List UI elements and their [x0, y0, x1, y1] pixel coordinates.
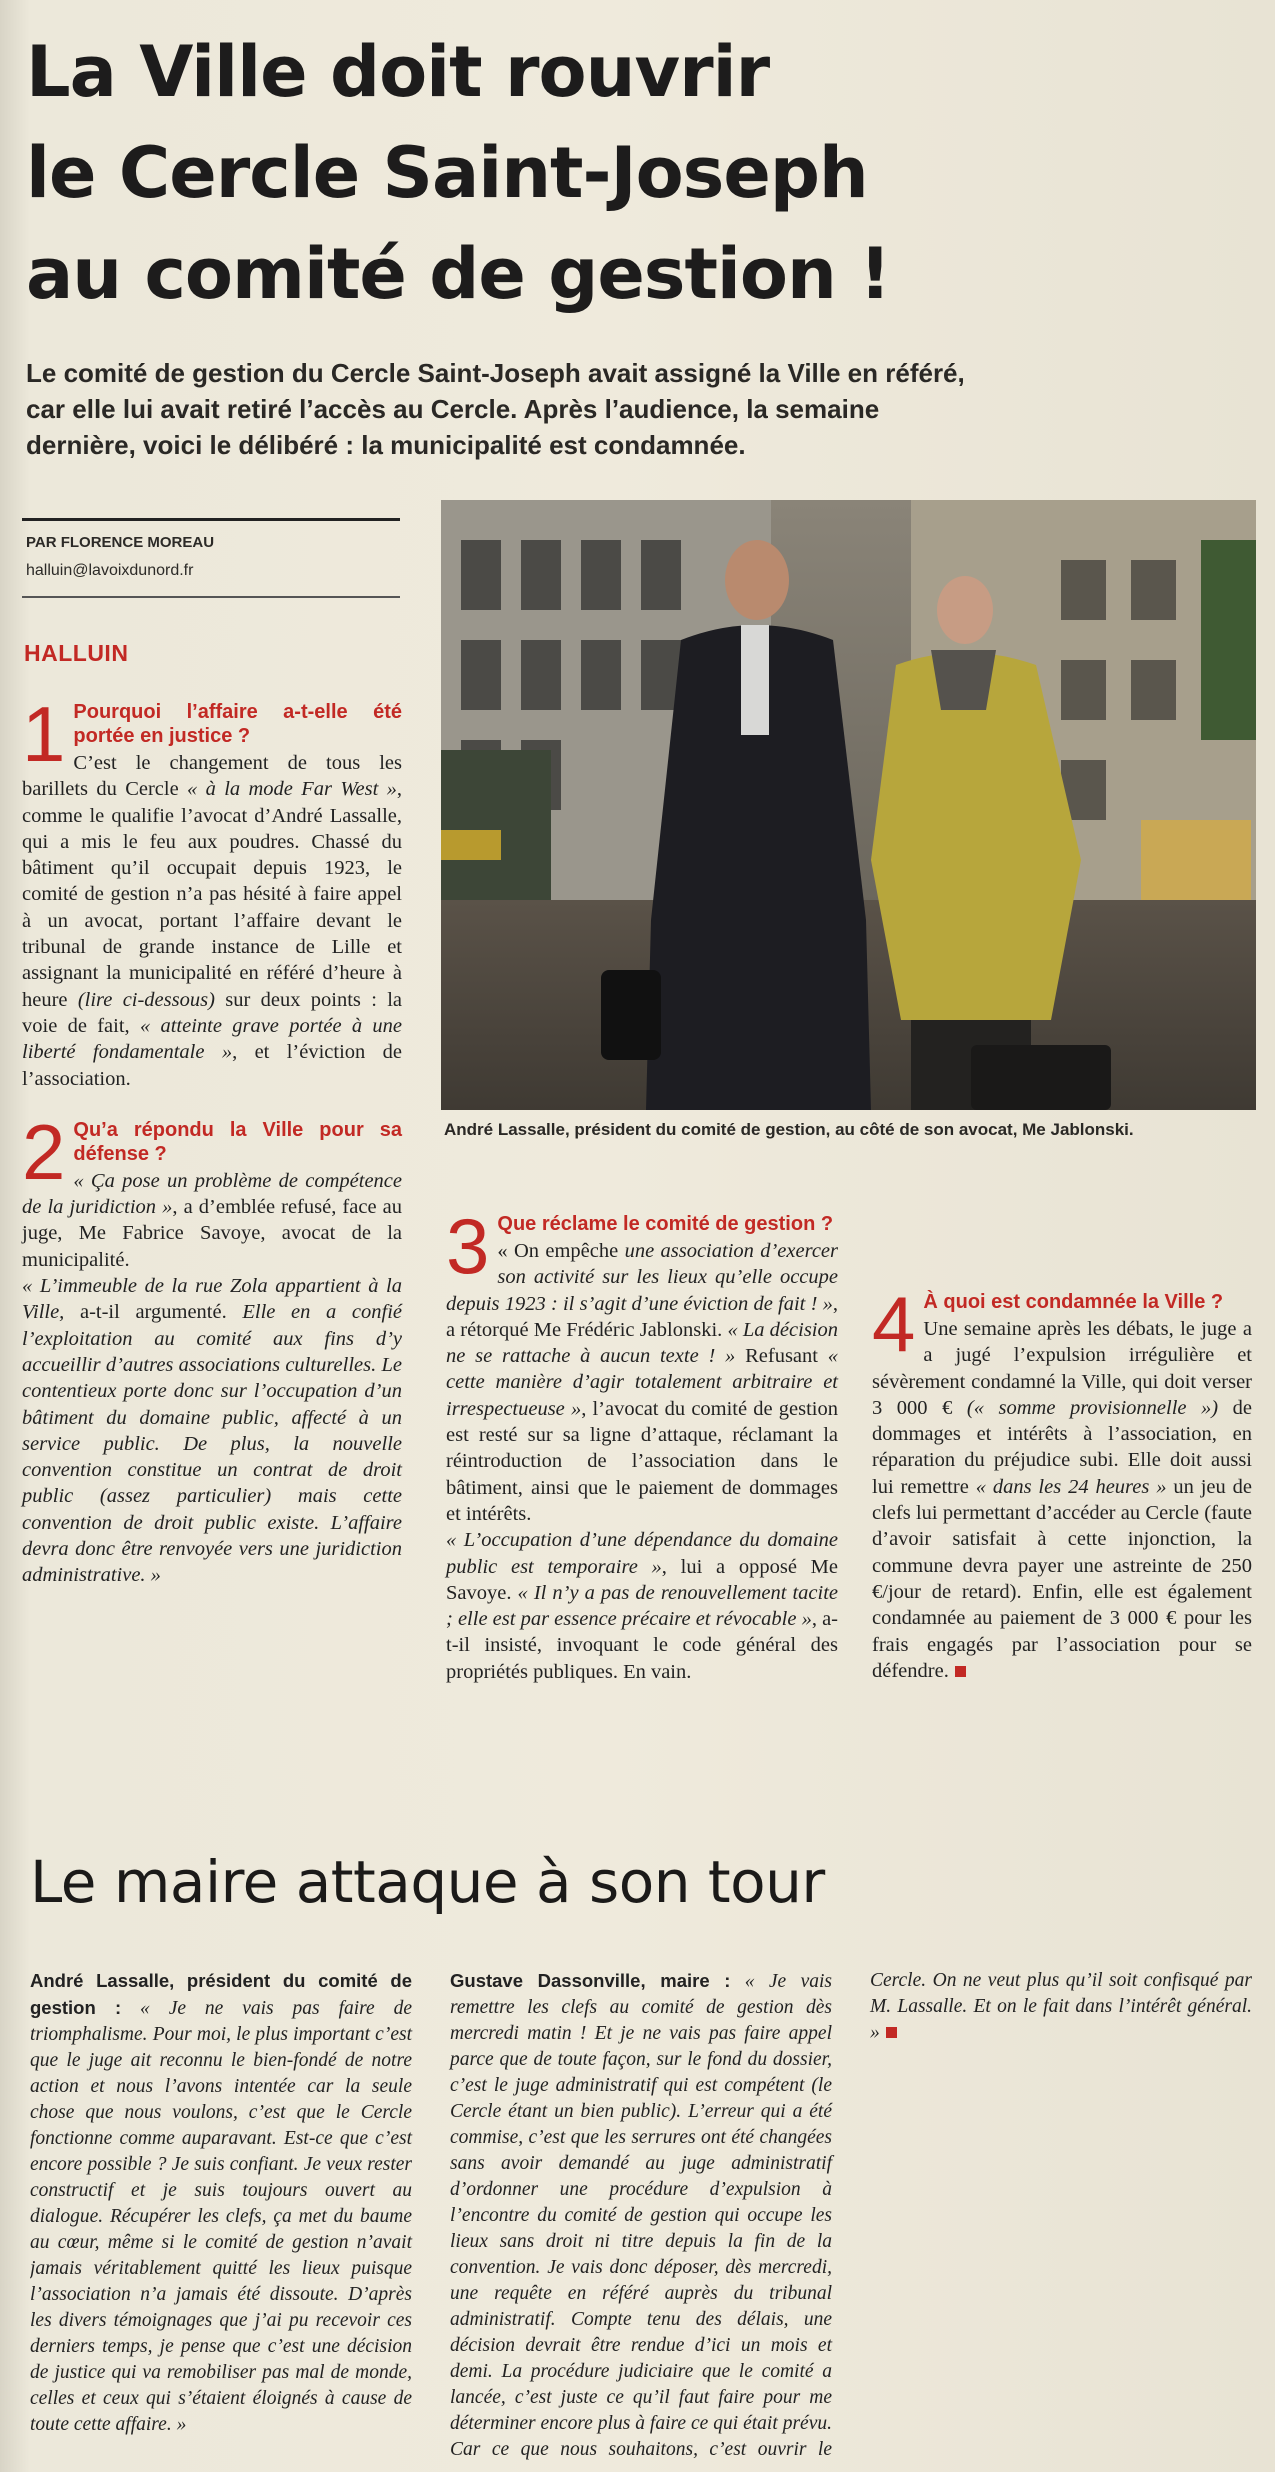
question-2-number: 2 — [22, 1107, 66, 1196]
question-4-block — [872, 1280, 1252, 1684]
question-2-block — [22, 1107, 402, 1273]
q1-text-1: C’est le changement de tous les barillets du Cercle — [22, 752, 402, 801]
question-3-title: Que réclame le comité de gestion ? — [497, 1213, 834, 1235]
q2-quote-3: Elle en a confié l’exploitation au comité aux fins d’y accueillir d’autres associations culturelles. Le contentieux porte donc sur l’occupation d’un bâtiment du domaine public, affecté à un service public. De plus, la nouvelle convention constitue un contrat de droit public (assez particulier) mais cette convention de droit public existe. L’affaire devra donc être renvoyée vers une juridiction administrative. » — [22, 1301, 403, 1587]
question-4-number: 4 — [872, 1280, 916, 1368]
column-2 — [446, 1202, 839, 1685]
q3-quote-1: une association d’exercer son activité sur les lieux qu’elle occupe depuis 1923 : il s’agit d’une éviction de fait ! » — [446, 1240, 838, 1315]
question-1-number: 1 — [22, 690, 66, 778]
photo-illustration — [441, 500, 1256, 1110]
q1-quote-2: (lire ci-dessous) — [77, 988, 215, 1011]
q1-quote-3: « atteinte grave portée à une liberté fondamentale » — [22, 1014, 402, 1064]
q3-text-5: , lui a opposé Me Savoye. — [446, 1555, 838, 1604]
question-4-title: À quoi est condamnée la Ville ? — [923, 1291, 1224, 1313]
column-3 — [872, 1280, 1252, 1684]
sub-article-end-mark — [886, 2027, 897, 2038]
q3-text-4: , l’avocat du comité de gestion est resté sur sa ligne d’attaque, réclamant la réintroduction de l’association dans le bâtiment, ainsi que le paiement de dommages et intérêts. — [446, 1397, 838, 1525]
byline-rule-top — [22, 518, 400, 521]
q3-text-6: , a-t-il insisté, invoquant le code général des propriétés publiques. En vain. — [446, 1608, 839, 1683]
speaker-1-name: André Lassalle, président du comité de gestion : — [30, 1970, 412, 2018]
q2-text-1: , a d’emblée refusé, face au juge, Me Fabrice Savoye, avocat de la municipalité. — [22, 1196, 402, 1271]
q4-text-1: Une semaine après les débats, le juge a a jugé l’expulsion irrégulière et sévèrement condamné la Ville, qui doit verser 3 000 € — [872, 1318, 1252, 1419]
column-1 — [22, 690, 403, 1589]
sub-column-1 — [30, 1968, 1252, 2468]
q3-text-1: « On empêche — [497, 1240, 625, 1262]
headline-line-3: au comité de gestion ! — [26, 233, 891, 315]
speaker-2-quote: « Je vais remettre les clefs au comité de gestion dès mercredi matin ! Et je ne vais pas faire appel parce que de toute façon, sur le fond du dossier, c’est le juge administratif qui est compétent (le Cercle étant un bien public). L’erreur qui a été commise, c’est que les serrures ont été changées sans avoir demandé au juge administratif d’ordonner une procédure d’expulsion à l’encontre du comité de gestion qui occupe les lieux sans droit ni titre depuis la fin de la convention. Je vais donc déposer, dès mercredi, une requête en référé auprès du tribunal administratif. Compte tenu des délais, une décision devrait être rendue d’ici un mois et demi. La procédure judiciaire que le comité a lancée, c’est juste ce qu’il faut faire pour me déterminer encore plus à faire ce qui était prévu. Car ce que nous souhaitons, c’est ouvrir le Cercle. On ne veut plus qu’il soit confisqué par M. Lassalle. Et on le fait dans l’intérêt général. » — [450, 1970, 1252, 2460]
lead-line-3: dernière, voici le délibéré : la municipalité est condamnée. — [26, 430, 746, 460]
q2-quote-2: « L’immeuble de la rue Zola appartient à la Ville, — [22, 1275, 402, 1324]
question-2-title: Qu’a répondu la Ville pour sa défense ? — [73, 1118, 402, 1165]
article-photo — [441, 500, 1256, 1110]
question-3-number: 3 — [446, 1202, 490, 1290]
headline-line-2: le Cercle Saint-Joseph — [26, 132, 868, 214]
question-3-block — [446, 1202, 838, 1527]
speaker-1-quote: « Je ne vais pas faire de triomphalisme. Pour moi, le plus important c’est que le juge ait reconnu le bien-fondé de notre action et nous l’avons intentée car la seule chose que nous voulons, c’est que le Cercle fonctionne comme auparavant. Est-ce que c’est encore possible ? Je suis confiant. Je veux rester constructif et je suis toujours ouvert au dialogue. Récupérer les clefs, ça met du baume au cœur, même si le comité de gestion n’avait jamais véritablement quitté les lieux puisque l’association n’a jamais été dissoute. D’après les divers témoignages que j’ai pu recevoir ces derniers temps, je pense que c’est une décision de justice qui va remobiliser pas mal de monde, celles et ceux qui s’étaient éloignés à cause de toute cette affaire. » — [30, 1998, 412, 2435]
q4-text-2: de dommages et intérêts à l’association, en réparation du préjudice subi. Elle doit aussi lui remettre — [872, 1396, 1252, 1498]
author-email: halluin@lavoixdunord.fr — [26, 562, 194, 579]
q3-quote-5: « Il n’y a pas de renouvellement tacite ; elle est par essence précaire et révocable » — [446, 1581, 838, 1631]
sub-paragraph-2 — [450, 1968, 1252, 2468]
q2-paragraph-2 — [22, 1273, 402, 1589]
speaker-2-name: Gustave Dassonville, maire : — [450, 1970, 731, 1991]
q3-quote-2: « La décision ne se rattache à aucun texte ! » — [446, 1318, 838, 1368]
q2-text-2: a-t-il argumenté. — [79, 1301, 243, 1324]
q4-text-3: un jeu de clefs lui permettant d’accéder au Cercle (faute d’avoir satisfait à cette injonction, la commune devra payer une astreinte de 250 €/jour de retard). Enfin, elle est également condamnée au paiement de 3 000 € pour les frais engagés par l’association pour se défendre. — [872, 1475, 1252, 1682]
headline-line-1: La Ville doit rouvrir — [26, 31, 770, 113]
q2-quote-1: « Ça pose un problème de compétence de la juridiction » — [22, 1169, 402, 1219]
question-1-title: Pourquoi l’affaire a-t-elle été portée en justice ? — [73, 701, 402, 747]
city-label: HALLUIN — [24, 640, 129, 666]
sub-paragraph-1 — [30, 1968, 412, 2438]
headline — [26, 22, 1246, 325]
q1-text-2: , comme le qualifie l’avocat d’André Lassalle, qui a mis le feu aux poudres. Chassé du bâtiment qu’il occupait depuis 1923, le comité de gestion n’a pas hésité à faire appel à un avocat, portant l’affaire devant le tribunal de grande instance de Lille et assignant la municipalité en référé d’heure à heure — [22, 778, 402, 1011]
lead-paragraph — [26, 355, 1236, 463]
q3-quote-4: « L’occupation d’une dépendance du domaine public est temporaire » — [446, 1529, 838, 1578]
q3-text-3: Refusant — [735, 1345, 828, 1368]
q3-text-2: , a rétorqué Me Frédéric Jablonski. — [446, 1292, 838, 1341]
q4-quote-2: « dans les 24 heures » — [975, 1475, 1167, 1498]
photo-caption: André Lassalle, président du comité de gestion, au côté de son avocat, Me Jablonski. — [444, 1120, 1134, 1139]
q3-paragraph-2 — [446, 1527, 838, 1685]
q3-quote-3: « cette manière d’agir totalement arbitraire et irrespectueuse » — [446, 1345, 838, 1420]
lead-line-1: Le comité de gestion du Cercle Saint-Joseph avait assigné la Ville en référé, — [26, 358, 965, 388]
q1-text-3: sur deux points : la voie de fait, — [22, 988, 402, 1037]
article-end-mark — [955, 1666, 966, 1677]
lead-line-2: car elle lui avait retiré l’accès au Cercle. Après l’audience, la semaine — [26, 394, 880, 424]
q1-quote-1: « à la mode Far West » — [187, 778, 397, 801]
byline: PAR FLORENCE MOREAU — [26, 534, 215, 551]
q1-text-4: , et l’éviction de l’association. — [22, 1041, 402, 1090]
q4-quote-1: (« somme provisionnelle ») — [966, 1396, 1219, 1419]
byline-rule-bottom — [22, 596, 400, 598]
sub-article-title: Le maire attaque à son tour — [30, 1848, 825, 1916]
question-1-block — [22, 690, 402, 1092]
